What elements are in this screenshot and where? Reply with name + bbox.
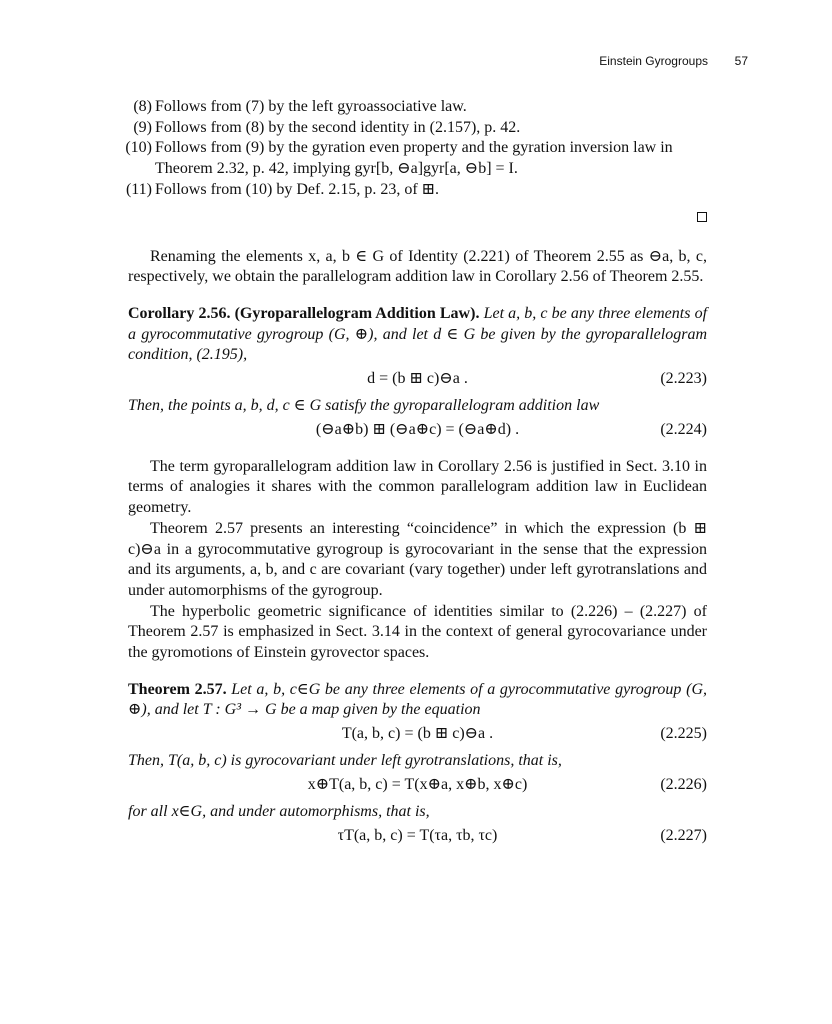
paragraph-renaming: Renaming the elements x, a, b ∈ G of Identity (2.221) of Theorem 2.55 as ⊖a, b, c, respectively, we obtain the parallelogram addition law in Corollary 2.56 of Theorem 2.55. bbox=[128, 247, 707, 286]
proof-note-number: (9) bbox=[133, 118, 152, 136]
equation-number: (2.226) bbox=[660, 775, 707, 793]
page-number: 57 bbox=[734, 54, 748, 68]
corollary-statement bbox=[128, 304, 707, 366]
corollary-then: Then, the points a, b, d, c ∈ G satisfy the gyroparallelogram addition law bbox=[128, 397, 600, 415]
equation-expression: x⊕T(a, b, c) = T(x⊕a, x⊕b, x⊕c) bbox=[307, 775, 528, 793]
equation-2-223 bbox=[128, 369, 707, 392]
paragraph-hyperbolic: The hyperbolic geometric significance of identities similar to (2.226) – (2.227) of Theorem 2.57 is emphasized in Sect. 3.14 in the context of general gyrocovariance under the gyromotions of Einstein gyrovector spaces. bbox=[128, 602, 707, 662]
proof-note-text: Follows from (9) by the gyration even property and the gyration inversion law in Theorem 2.32, p. 42, implying gyr[b, ⊖a]gyr[a, ⊖b] = I. bbox=[155, 139, 673, 178]
proof-note-number: (8) bbox=[133, 98, 152, 115]
equation-expression: (⊖a⊕b) ⊞ (⊖a⊕c) = (⊖a⊕d) . bbox=[315, 420, 520, 438]
theorem-statement bbox=[128, 680, 707, 721]
equation-number: (2.224) bbox=[660, 420, 707, 438]
paragraph-term: The term gyroparallelogram addition law in Corollary 2.56 is justified in Sect. 3.10 in terms of analogies it shares with the common parallelogram addition law in Euclidean geometry. bbox=[128, 457, 707, 517]
page-body bbox=[125, 97, 708, 853]
proof-note bbox=[128, 97, 707, 118]
paragraph-theorem-intro: Theorem 2.57 presents an interesting “coincidence” in which the expression (b ⊞ c)⊖a in a gyrocommutative gyrogroup is gyrocovariant in the sense that the expression and its arguments, a, b, and c are covariant (vary together) under left gyrotranslations and under automorphisms of the gyrogroup. bbox=[128, 519, 707, 599]
equation-2-224 bbox=[128, 420, 707, 443]
proof-note bbox=[125, 180, 707, 201]
qed-marker bbox=[128, 207, 707, 229]
running-header bbox=[128, 54, 748, 74]
qed-box-icon bbox=[697, 212, 707, 222]
equation-expression: τT(a, b, c) = T(τa, τb, τc) bbox=[337, 826, 498, 844]
equation-number: (2.225) bbox=[660, 725, 707, 743]
equation-expression: d = (b ⊞ c)⊖a . bbox=[367, 370, 468, 388]
theorem-forall: for all x∈G, and under automorphisms, that is, bbox=[128, 802, 430, 820]
proof-note-text: Follows from (8) by the second identity in (2.157), p. 42. bbox=[155, 118, 521, 136]
equation-2-226 bbox=[128, 775, 707, 798]
proof-note bbox=[128, 118, 707, 139]
equation-2-225 bbox=[128, 724, 707, 747]
running-title: Einstein Gyrogroups bbox=[599, 54, 708, 68]
proof-note-text: Follows from (10) by Def. 2.15, p. 23, of ⊞. bbox=[155, 180, 440, 198]
theorem-label: Theorem 2.57. bbox=[128, 680, 227, 698]
proof-note bbox=[125, 138, 707, 179]
corollary-label: Corollary 2.56. (Gyroparallelogram Addition Law). bbox=[128, 304, 480, 322]
proof-note-text: Follows from (7) by the left gyroassociative law. bbox=[155, 98, 467, 115]
theorem-text: Let a, b, c∈G be any three elements of a gyrocommutative gyrogroup (G, ⊕), and let T : G³ → G be a map given by the equation bbox=[128, 680, 707, 719]
equation-number: (2.227) bbox=[660, 826, 707, 844]
theorem-then: Then, T(a, b, c) is gyrocovariant under left gyrotranslations, that is, bbox=[128, 752, 562, 770]
proof-note-number: (10) bbox=[125, 139, 152, 157]
corollary-text: Let a, b, c be any three elements of a gyrocommutative gyrogroup (G, ⊕), and let d ∈ G be given by the gyroparallelogram condition, (2.195), bbox=[128, 304, 708, 364]
equation-expression: T(a, b, c) = (b ⊞ c)⊖a . bbox=[341, 725, 494, 743]
proof-note-number: (11) bbox=[125, 180, 152, 198]
equation-number: (2.223) bbox=[660, 370, 707, 388]
equation-2-227 bbox=[128, 826, 707, 849]
